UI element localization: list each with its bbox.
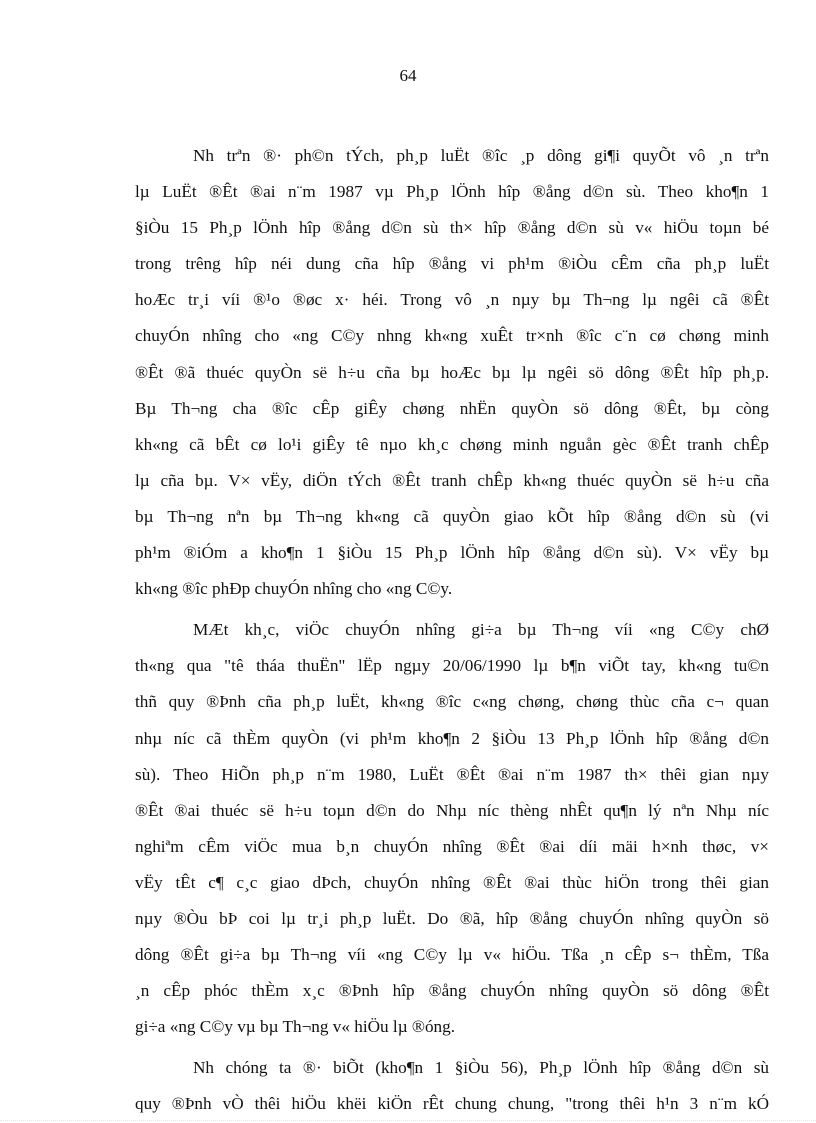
text-line: trong trêng hîp néi dung cña hîp ®ång vi ph¹m ®iÒu cÊm cña ph¸p luËt [135,254,769,274]
text-line: bµ Th¬ng nªn bµ Th¬ng kh«ng cã quyÒn giao kÕt hîp ®ång d©n sù (vi [135,506,769,526]
text-line: MÆt kh¸c, viÖc chuyÓn nhîng gi÷a bµ Th¬ng víi «ng C©y chØ [193,620,769,640]
text-line: chuyÓn nhîng cho «ng C©y nhng kh«ng xuÊt tr×nh ®îc c¨n cø chøng minh [135,326,769,346]
text-line: gi÷a «ng C©y vµ bµ Th¬ng v« hiÖu lµ ®óng. [135,1017,456,1037]
text-line: ph¹m ®iÓm a kho¶n 1 §iÒu 15 Ph¸p lÖnh hîp ®ång d©n sù). V× vËy bµ [135,543,769,563]
text-line: lµ LuËt ®Êt ®ai n¨m 1987 vµ Ph¸p lÖnh hîp ®ång d©n sù. Theo kho¶n 1 [135,182,769,202]
text-line: quy ®Þnh vÒ thêi hiÖu khëi kiÖn rÊt chung chung, "trong thêi h¹n 3 n¨m kÓ [135,1094,769,1114]
text-line: nµy ®Òu bÞ coi lµ tr¸i ph¸p luËt. Do ®ã, hîp ®ång chuyÓn nhîng quyÒn sö [135,908,769,928]
text-line: nghiªm cÊm viÖc mua b¸n chuyÓn nhîng ®Êt ®ai díi mäi h×nh thøc, v× [135,836,769,856]
text-line: th«ng qua "tê tháa thuËn" lËp ngµy 20/06/1990 lµ b¶n viÕt tay, kh«ng tu©n [135,656,769,676]
text-line: ®Êt ®ai thuéc së h÷u toµn d©n do Nhµ níc thèng nhÊt qu¶n lý nªn Nhµ níc [135,800,769,820]
text-line: Nh trªn ®· ph©n tÝch, ph¸p luËt ®îc ¸p dông gi¶i quyÕt vô ¸n trªn [193,146,769,165]
text-line: Bµ Th¬ng cha ®îc cÊp giÊy chøng nhËn quyÒn sö dông ®Êt, bµ còng [135,398,769,418]
paragraph-1 [135,138,769,607]
text-line: nhµ níc cã thÈm quyÒn (vi ph¹m kho¶n 2 §iÒu 13 Ph¸p lÖnh hîp ®ång d©n [135,728,769,748]
text-line: §iÒu 15 Ph¸p lÖnh hîp ®ång d©n sù th× hîp ®ång d©n sù v« hiÖu toµn bé [135,218,769,238]
text-line: hoÆc tr¸i víi ®¹o ®øc x· héi. Trong vô ¸n nµy bµ Th¬ng lµ ngêi cã ®Êt [135,290,769,310]
text-line: dông ®Êt gi÷a bµ Th¬ng víi «ng C©y lµ v« hiÖu. Tßa ¸n cÊp s¬ thÈm, Tßa [135,945,769,965]
text-line: sù). Theo HiÕn ph¸p n¨m 1980, LuËt ®Êt ®ai n¨m 1987 th× thêi gian nµy [135,764,769,784]
text-line: vËy tÊt c¶ c¸c giao dÞch, chuyÓn nhîng ®Êt ®ai thùc hiÖn trong thêi gian [135,872,769,892]
paragraph-3 [135,1050,769,1122]
body-text [135,138,769,1123]
text-line: ¸n cÊp phóc thÈm x¸c ®Þnh hîp ®ång chuyÓn nhîng quyÒn sö dông ®Êt [135,981,769,1001]
page-number: 64 [399,66,417,85]
text-line: kh«ng ®îc phÐp chuyÓn nhîng cho «ng C©y. [135,579,453,599]
text-line: lµ cña bµ. V× vËy, diÖn tÝch ®Êt tranh chÊp kh«ng thuéc quyÒn së h÷u cña [135,470,769,490]
paragraph-2 [135,612,769,1045]
text-line: thñ quy ®Þnh cña ph¸p luËt, kh«ng ®îc c«ng chøng, chøng thùc cña c¬ quan [135,692,769,712]
text-line: Nh chóng ta ®· biÕt (kho¶n 1 §iÒu 56), Ph¸p lÖnh hîp ®ång d©n sù [193,1058,769,1078]
text-line: kh«ng cã bÊt cø lo¹i giÊy tê nµo kh¸c chøng minh nguån gèc ®Êt tranh chÊp [135,434,769,454]
text-line: ®Êt ®ã thuéc quyÒn së h÷u cña bµ hoÆc bµ lµ ngêi sö dông ®Êt hîp ph¸p. [135,362,769,382]
